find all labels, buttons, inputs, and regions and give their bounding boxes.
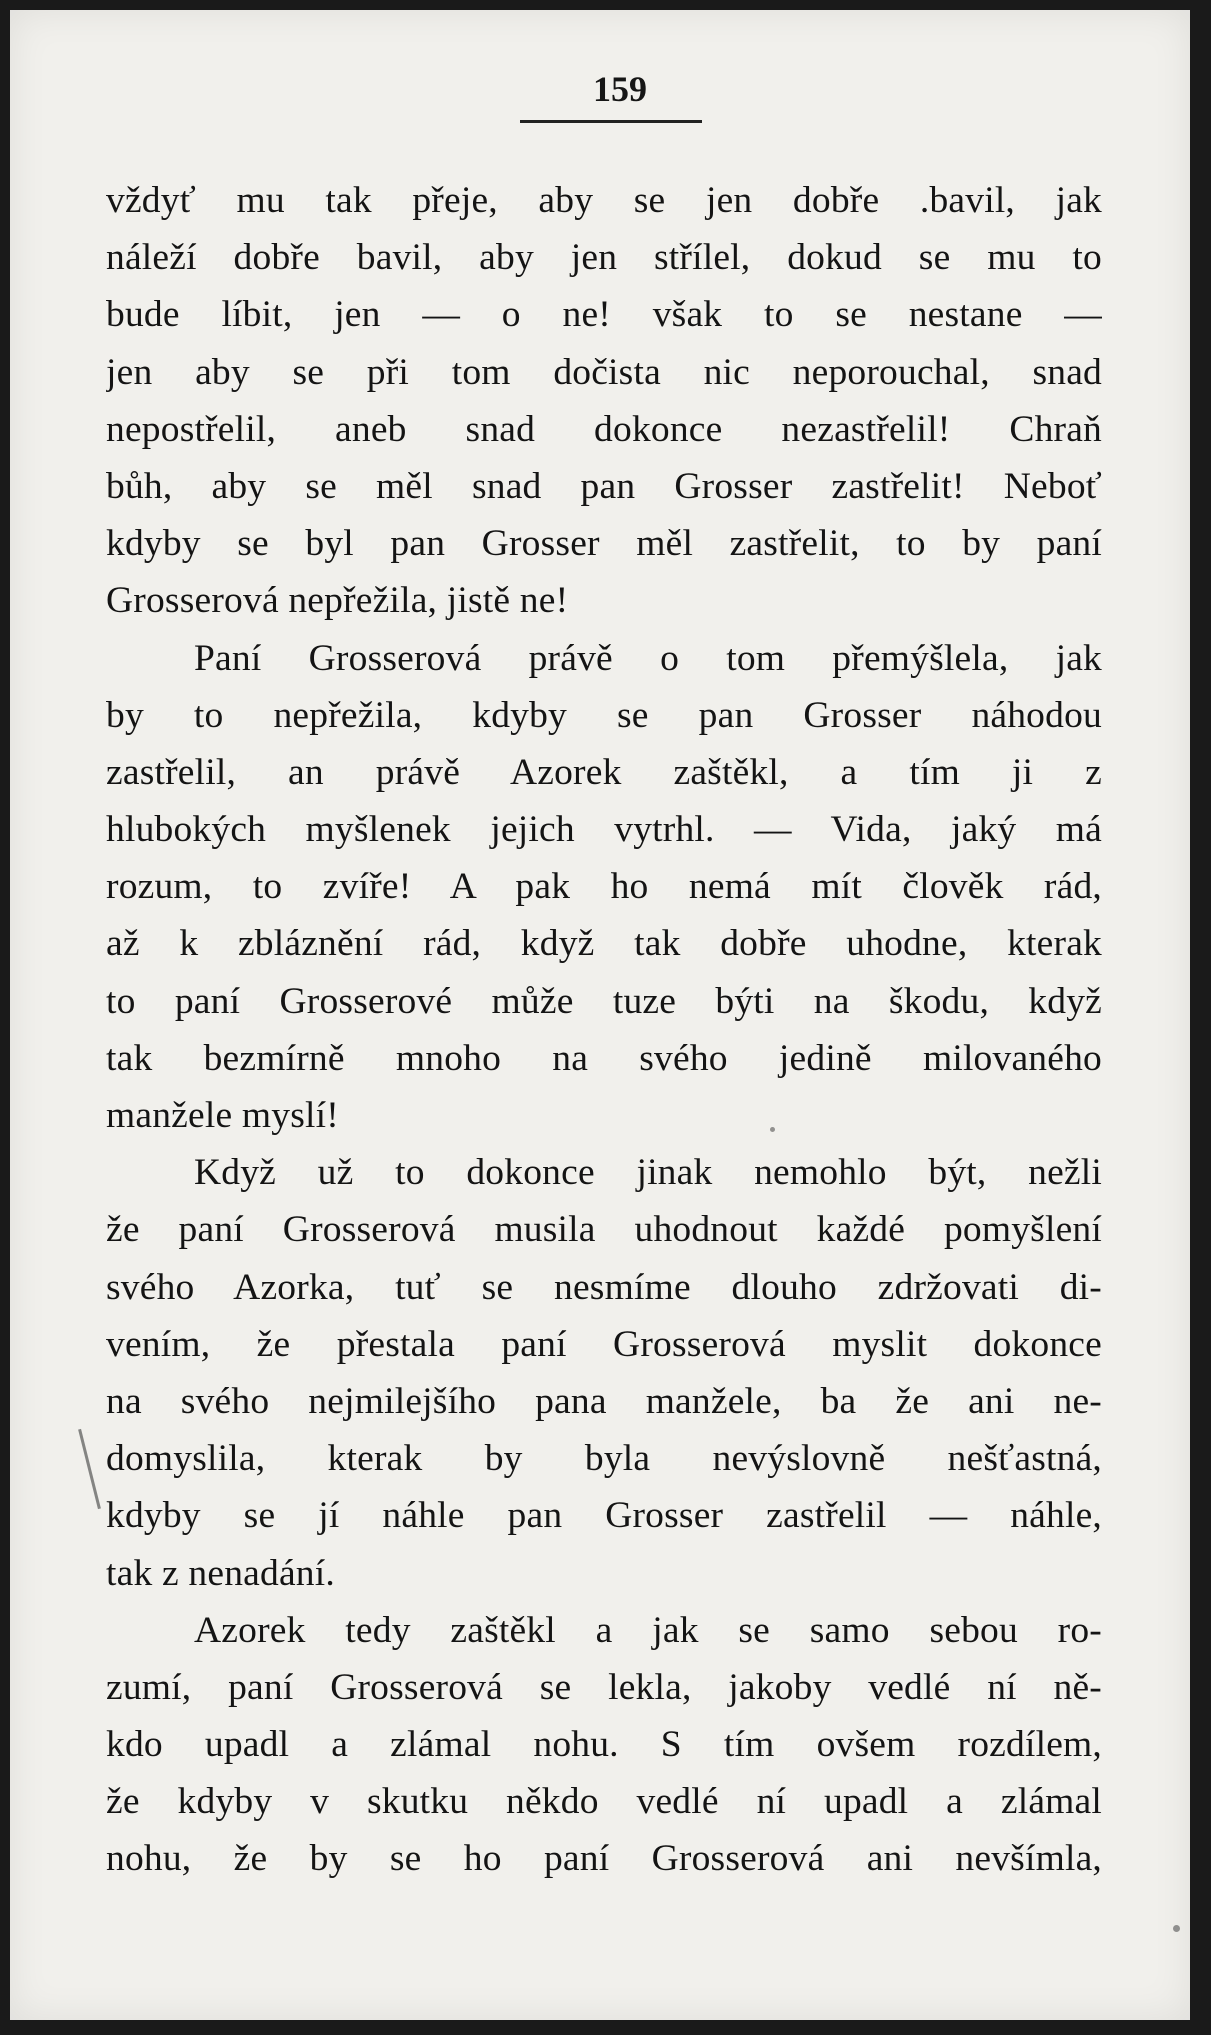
text-line: to paní Grosserové může tuze býti na škodu, když	[106, 980, 1102, 1022]
paragraph-first-line: Azorek tedy zaštěkl a jak se samo sebou ro-	[194, 1609, 1102, 1651]
text-line: rozum, to zvíře! A pak ho nemá mít člověk rád,	[106, 866, 1102, 908]
text-line: tak z nenadání.	[106, 1552, 335, 1594]
text-line: náleží dobře bavil, aby jen střílel, dokud se mu to	[106, 237, 1102, 279]
text-line: že kdyby v skutku někdo vedlé ní upadl a zlámal	[106, 1781, 1102, 1823]
text-line: by to nepřežila, kdyby se pan Grosser náhodou	[106, 694, 1102, 736]
text-line: kdyby se jí náhle pan Grosser zastřelil — náhle,	[106, 1495, 1102, 1537]
text-line: bůh, aby se měl snad pan Grosser zastřelit! Neboť	[106, 465, 1102, 507]
body-text	[106, 172, 1102, 1888]
text-line: na svého nejmilejšího pana manžele, ba že ani ne-	[106, 1380, 1102, 1422]
text-line: tak bezmírně mnoho na svého jedině milovaného	[106, 1037, 1102, 1079]
paragraph-first-line: Když už to dokonce jinak nemohlo být, nežli	[194, 1152, 1102, 1194]
text-line: nepostřelil, aneb snad dokonce nezastřelil! Chraň	[106, 408, 1102, 450]
text-line: jen aby se při tom dočista nic neporouchal, snad	[106, 351, 1102, 393]
paragraph-first-line: Paní Grosserová právě o tom přemýšlela, jak	[194, 637, 1102, 679]
text-line: kdyby se byl pan Grosser měl zastřelit, to by paní	[106, 523, 1102, 565]
paper-speck	[1173, 1925, 1180, 1932]
text-line: bude líbit, jen — o ne! však to se nestane —	[106, 294, 1102, 336]
page-number: 159	[593, 69, 647, 109]
page-number-rule	[520, 120, 702, 123]
text-line: domyslila, kterak by byla nevýslovně nešťastná,	[106, 1438, 1102, 1480]
text-line: Grosserová nepřežila, jistě ne!	[106, 580, 569, 622]
text-line: hlubokých myšlenek jejich vytrhl. — Vida, jaký má	[106, 809, 1102, 851]
text-line: zumí, paní Grosserová se lekla, jakoby vedlé ní ně-	[106, 1666, 1102, 1708]
margin-pencil-mark	[78, 1429, 101, 1509]
text-line: svého Azorka, tuť se nesmíme dlouho zdržovati di-	[106, 1266, 1102, 1308]
text-line: vždyť mu tak přeje, aby se jen dobře .bavil, jak	[106, 180, 1102, 221]
text-line: že paní Grosserová musila uhodnout každé pomyšlení	[106, 1209, 1102, 1251]
book-page	[10, 10, 1190, 2020]
text-line: vením, že přestala paní Grosserová myslit dokonce	[106, 1323, 1102, 1365]
paper-speck	[770, 1127, 775, 1132]
text-line: až k zbláznění rád, když tak dobře uhodne, kterak	[106, 923, 1102, 965]
text-line: nohu, že by se ho paní Grosserová ani nevšímla,	[106, 1838, 1102, 1880]
text-line: kdo upadl a zlámal nohu. S tím ovšem rozdílem,	[106, 1724, 1102, 1766]
text-line: zastřelil, an právě Azorek zaštěkl, a tím ji z	[106, 751, 1102, 793]
text-line: manžele myslí!	[106, 1095, 339, 1136]
